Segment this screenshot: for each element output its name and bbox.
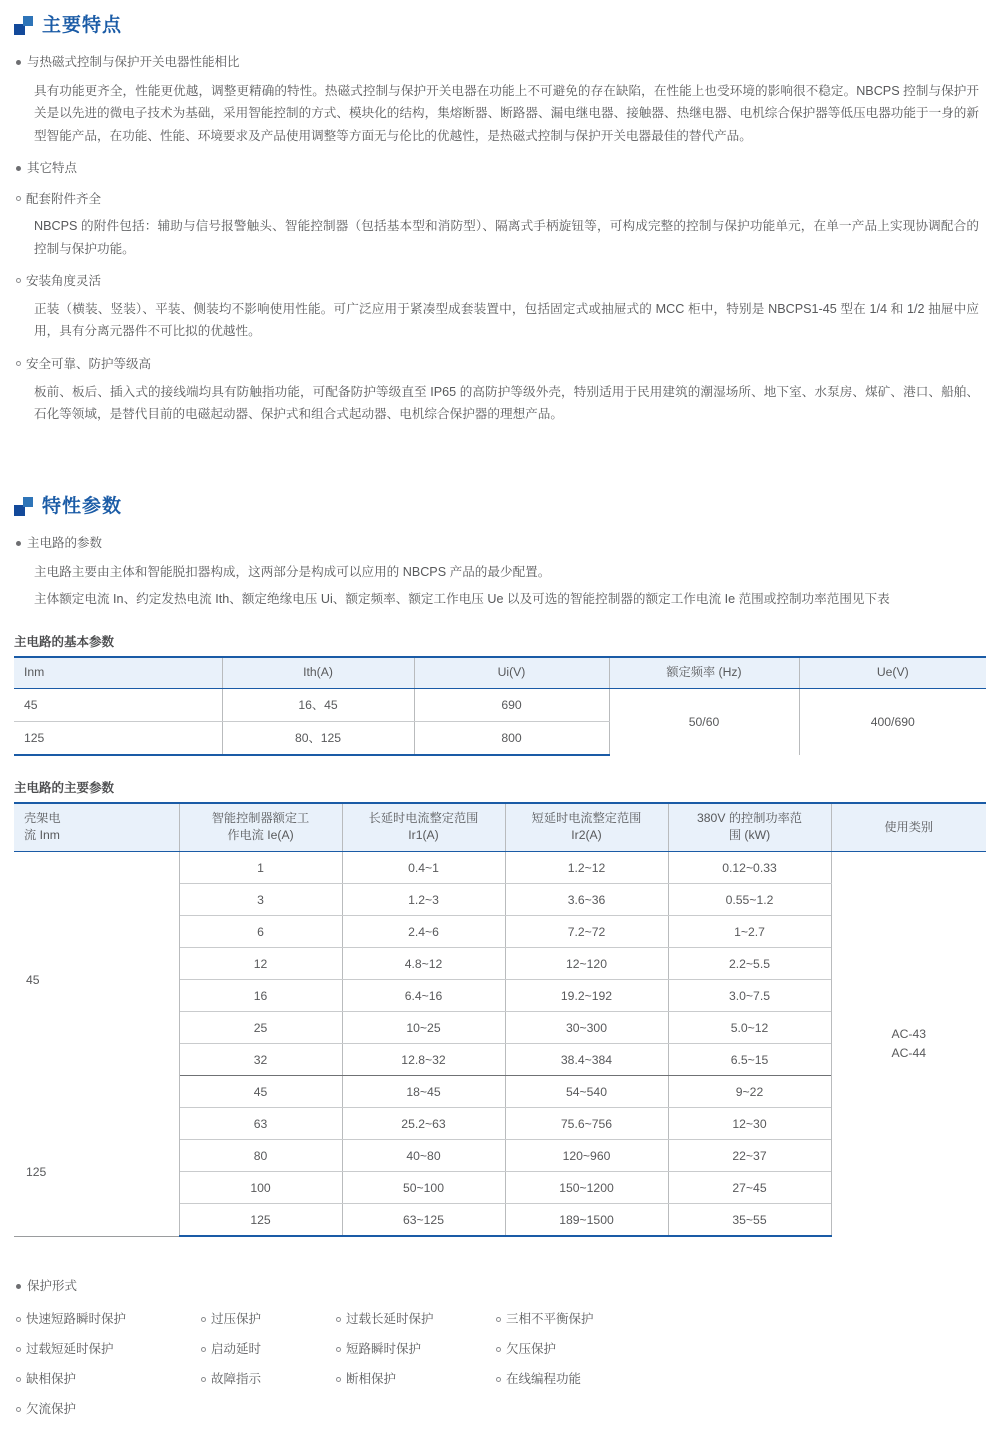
cell-frame-45: 45 xyxy=(14,852,179,1108)
protection-item xyxy=(16,1364,201,1394)
cell-kw: 2.2~5.5 xyxy=(668,948,831,980)
cell-kw: 1~2.7 xyxy=(668,916,831,948)
cell-ie: 1 xyxy=(179,852,342,884)
cell-ie: 125 xyxy=(179,1204,342,1237)
cell-ir2: 12~120 xyxy=(505,948,668,980)
cell-ir1: 25.2~63 xyxy=(342,1108,505,1140)
protection-label: 欠压保护 xyxy=(506,1341,557,1356)
cell-ir2: 30~300 xyxy=(505,1012,668,1044)
protection-item xyxy=(16,1304,201,1334)
cell-kw: 6.5~15 xyxy=(668,1044,831,1076)
th-line-2: 围 (kW) xyxy=(728,828,771,843)
protection-item xyxy=(16,1394,201,1424)
bullet-compare-heading xyxy=(16,53,983,72)
th-line-2: 作电流 Ie(A) xyxy=(227,828,294,843)
bullet-others-heading xyxy=(16,159,983,178)
table-row xyxy=(14,852,986,884)
filled-bullet-icon xyxy=(16,541,21,546)
cell-frequency: 50/60 xyxy=(609,688,799,755)
cell-ir2: 75.6~756 xyxy=(505,1108,668,1140)
cell-ith: 80、125 xyxy=(222,721,414,755)
th-ui: Ui(V) xyxy=(414,657,609,688)
cell-ie: 3 xyxy=(179,884,342,916)
cell-ie: 32 xyxy=(179,1044,342,1076)
cell-ir1: 18~45 xyxy=(342,1076,505,1108)
protection-label: 短路瞬时保护 xyxy=(346,1341,422,1356)
hollow-bullet-icon xyxy=(201,1317,206,1322)
th-inm: Inm xyxy=(14,657,222,688)
basic-table-caption: 主电路的基本参数 xyxy=(14,634,115,649)
cell-ui: 800 xyxy=(414,721,609,755)
th-line-1: 长延时电流整定范围 xyxy=(368,810,479,825)
basic-parameters-table xyxy=(14,656,986,756)
cell-ir2: 19.2~192 xyxy=(505,980,668,1012)
hollow-bullet-icon xyxy=(16,196,21,201)
cell-ie: 6 xyxy=(179,916,342,948)
cell-ir1: 6.4~16 xyxy=(342,980,505,1012)
double-square-icon xyxy=(14,497,33,516)
cell-ie: 63 xyxy=(179,1108,342,1140)
bullet-label: 其它特点 xyxy=(27,160,78,175)
hollow-bullet-icon xyxy=(496,1377,501,1382)
bullet-label: 主电路的参数 xyxy=(27,536,103,551)
hollow-bullet-icon xyxy=(336,1317,341,1322)
bullet-label: 安全可靠、防护等级高 xyxy=(26,356,152,371)
protection-item xyxy=(16,1334,201,1364)
cell-ir1: 50~100 xyxy=(342,1172,505,1204)
protection-item xyxy=(496,1304,706,1334)
hollow-bullet-icon xyxy=(16,1347,21,1352)
main-table-caption: 主电路的主要参数 xyxy=(14,780,115,795)
protection-label: 故障指示 xyxy=(211,1371,262,1386)
hollow-bullet-icon xyxy=(16,361,21,366)
th-line-1: 短延时电流整定范围 xyxy=(531,810,642,825)
cell-ir1: 63~125 xyxy=(342,1204,505,1237)
th-frequency: 额定频率 (Hz) xyxy=(609,657,799,688)
cell-kw: 5.0~12 xyxy=(668,1012,831,1044)
cell-frame-125: 125 xyxy=(14,1108,179,1237)
cell-kw: 27~45 xyxy=(668,1172,831,1204)
table-header-row xyxy=(14,803,986,852)
protection-label: 在线编程功能 xyxy=(506,1371,582,1386)
protection-item xyxy=(201,1364,336,1394)
th-line-2: 流 Inm xyxy=(24,828,60,843)
th-utilization-category: 使用类别 xyxy=(831,803,986,852)
filled-bullet-icon xyxy=(16,166,21,171)
protection-item xyxy=(201,1334,336,1364)
protection-label: 过载长延时保护 xyxy=(346,1311,434,1326)
cell-ir2: 189~1500 xyxy=(505,1204,668,1237)
cell-kw: 0.12~0.33 xyxy=(668,852,831,884)
cell-ie: 100 xyxy=(179,1172,342,1204)
th-line-2: Ir2(A) xyxy=(571,828,602,843)
th-long-delay-range xyxy=(342,803,505,852)
table-row xyxy=(14,688,986,721)
cell-ir1: 12.8~32 xyxy=(342,1044,505,1076)
th-line-1: 380V 的控制功率范 xyxy=(697,810,802,825)
protection-label: 过载短延时保护 xyxy=(26,1341,114,1356)
protection-label: 启动延时 xyxy=(211,1341,262,1356)
section-spacer xyxy=(12,435,983,491)
bullet-label: 与热磁式控制与保护开关电器性能相比 xyxy=(27,55,240,69)
protection-item xyxy=(496,1364,706,1394)
th-frame-current xyxy=(14,803,179,852)
bullet-label: 保护形式 xyxy=(27,1279,78,1294)
cell-ir2: 120~960 xyxy=(505,1140,668,1172)
hollow-bullet-icon xyxy=(16,1407,21,1412)
cell-ir1: 1.2~3 xyxy=(342,884,505,916)
cell-kw: 35~55 xyxy=(668,1204,831,1237)
cell-ui: 690 xyxy=(414,688,609,721)
th-rated-operating-current xyxy=(179,803,342,852)
cell-inm: 45 xyxy=(14,688,222,721)
section-title: 特性参数 xyxy=(42,496,123,518)
paragraph-safety-body: 板前、板后、插入式的接线端均具有防触指功能，可配备防护等级直至 IP65 的高防护等级外壳，特别适用于民用建筑的潮湿场所、地下室、水泵房、煤矿、港口、船舶、石化等领域，是替代目前的电磁起动器、保护式和组合式起动器、电机综合保护器的理想产品。 xyxy=(34,384,979,421)
protection-item xyxy=(496,1334,706,1364)
cell-kw: 3.0~7.5 xyxy=(668,980,831,1012)
filled-bullet-icon xyxy=(16,1284,21,1289)
th-control-power-range xyxy=(668,803,831,852)
th-line-1: 壳架电 xyxy=(24,810,61,825)
protection-label: 断相保护 xyxy=(346,1371,397,1386)
cell-ir2: 150~1200 xyxy=(505,1172,668,1204)
cell-ith: 16、45 xyxy=(222,688,414,721)
filled-bullet-icon xyxy=(16,60,21,65)
cell-ir2: 38.4~384 xyxy=(505,1044,668,1076)
bullet-label: 配套附件齐全 xyxy=(26,191,102,206)
cell-kw: 0.55~1.2 xyxy=(668,884,831,916)
double-square-icon xyxy=(14,16,33,35)
hollow-bullet-icon xyxy=(16,1317,21,1322)
th-ue: Ue(V) xyxy=(799,657,986,688)
table-header-row xyxy=(14,657,986,688)
category-line-1: AC-43 xyxy=(891,1027,927,1042)
protection-label: 快速短路瞬时保护 xyxy=(26,1311,127,1326)
hollow-bullet-icon xyxy=(336,1377,341,1382)
cell-kw: 12~30 xyxy=(668,1108,831,1140)
cell-ir1: 4.8~12 xyxy=(342,948,505,980)
paragraph-accessories-body: NBCPS 的附件包括：辅助与信号报警触头、智能控制器（包括基本型和消防型）、隔离式手柄旋钮等，可构成完整的控制与保护功能单元，在单一产品上实现协调配合的控制与保护功能。 xyxy=(34,219,979,256)
paragraph-main-circuit-2: 主体额定电流 In、约定发热电流 Ith、额定绝缘电压 Ui、额定频率、额定工作电压 Ue 以及可选的智能控制器的额定工作电流 Ie 范围或控制功率范围见下表 xyxy=(34,591,890,606)
protection-item xyxy=(201,1304,336,1334)
bullet-accessories-title xyxy=(16,190,983,209)
cell-ir1: 40~80 xyxy=(342,1140,505,1172)
cell-ie: 12 xyxy=(179,948,342,980)
cell-ie: 25 xyxy=(179,1012,342,1044)
cell-ue: 400/690 xyxy=(799,688,986,755)
bullet-protection-heading xyxy=(16,1277,983,1296)
protection-item xyxy=(336,1364,496,1394)
hollow-bullet-icon xyxy=(201,1347,206,1352)
section-header-main-features xyxy=(14,16,983,35)
category-line-2: AC-44 xyxy=(891,1046,927,1061)
protection-label: 欠流保护 xyxy=(26,1401,77,1416)
protection-label: 三相不平衡保护 xyxy=(506,1311,594,1326)
section-title: 主要特点 xyxy=(42,15,123,36)
th-ith: Ith(A) xyxy=(222,657,414,688)
th-line-2: Ir1(A) xyxy=(408,828,439,843)
hollow-bullet-icon xyxy=(201,1377,206,1382)
cell-ir1: 2.4~6 xyxy=(342,916,505,948)
section-spacer xyxy=(12,1237,983,1265)
bullet-safety-title xyxy=(16,355,983,374)
cell-utilization-category xyxy=(831,852,986,1237)
hollow-bullet-icon xyxy=(496,1347,501,1352)
protection-item xyxy=(336,1334,496,1364)
hollow-bullet-icon xyxy=(496,1317,501,1322)
section-header-characteristic-params xyxy=(14,497,983,516)
cell-kw: 22~37 xyxy=(668,1140,831,1172)
th-short-delay-range xyxy=(505,803,668,852)
hollow-bullet-icon xyxy=(16,278,21,283)
cell-ir1: 10~25 xyxy=(342,1012,505,1044)
cell-kw: 9~22 xyxy=(668,1076,831,1108)
paragraph-mounting-body: 正装（横装、竖装）、平装、侧装均不影响使用性能。可广泛应用于紧凑型成套装置中，包括固定式或抽屉式的 MCC 柜中，特别是 NBCPS1-45 型在 1/4 和 1/2 抽屉中应用，具有分离元器件不可比拟的优越性。 xyxy=(34,302,979,339)
hollow-bullet-icon xyxy=(16,1377,21,1382)
paragraph-main-circuit-1: 主电路主要由主体和智能脱扣器构成，这两部分是构成可以应用的 NBCPS 产品的最少配置。 xyxy=(34,565,551,580)
cell-ir2: 54~540 xyxy=(505,1076,668,1108)
cell-ir1: 0.4~1 xyxy=(342,852,505,884)
cell-ie: 45 xyxy=(179,1076,342,1108)
hollow-bullet-icon xyxy=(336,1347,341,1352)
cell-ir2: 1.2~12 xyxy=(505,852,668,884)
protection-forms-grid xyxy=(16,1304,983,1424)
bullet-label: 安装角度灵活 xyxy=(26,274,102,289)
bullet-main-circuit-heading xyxy=(16,534,983,553)
cell-ie: 80 xyxy=(179,1140,342,1172)
cell-ir2: 3.6~36 xyxy=(505,884,668,916)
protection-item xyxy=(336,1304,496,1334)
cell-ie: 16 xyxy=(179,980,342,1012)
th-line-1: 智能控制器额定工 xyxy=(211,810,310,825)
cell-inm: 125 xyxy=(14,721,222,755)
protection-label: 过压保护 xyxy=(211,1311,262,1326)
paragraph-compare-body: 具有功能更齐全，性能更优越，调整更精确的特性。热磁式控制与保护开关电器在功能上不可避免的存在缺陷，在性能上也受环境的影响很不稳定。NBCPS 控制与保护开关是以先进的微电子技术为基础，采用智能控制的方式、模块化的结构，集熔断器、断路器、漏电继电器、接触器、热继电器、电机综合保护器等低压电器功能于一身的新型智能产品，在功能、性能、环境要求及产品使用调整等方面无与伦比的优越性，是热磁式控制与保护开关电器最佳的替代产品。 xyxy=(34,83,979,143)
main-parameters-table xyxy=(14,802,986,1237)
protection-label: 缺相保护 xyxy=(26,1371,77,1386)
cell-ir2: 7.2~72 xyxy=(505,916,668,948)
bullet-mounting-title xyxy=(16,272,983,291)
